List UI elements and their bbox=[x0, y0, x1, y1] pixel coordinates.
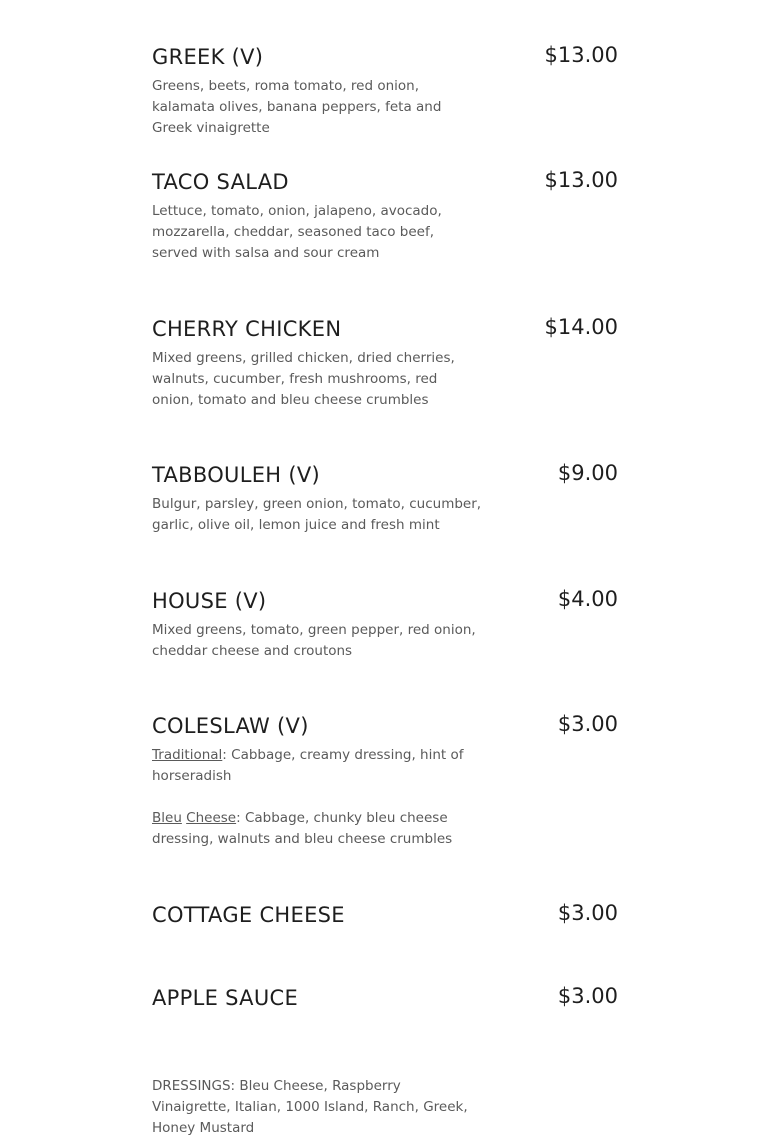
item-price: $3.00 bbox=[557, 901, 618, 925]
item-description: Mixed greens, tomato, green pepper, red onion, cheddar cheese and croutons bbox=[152, 622, 476, 659]
variant-text: Cabbage, chunky bleu cheese dressing, walnuts and bleu cheese crumbles bbox=[152, 810, 453, 847]
item-description: Mixed greens, grilled chicken, dried cherries, walnuts, cucumber, fresh mushrooms, red onion, tomato and bleu cheese crumbles bbox=[152, 350, 455, 408]
item-description: Greens, beets, roma tomato, red onion, kalamata olives, banana peppers, feta and Greek vinaigrette bbox=[152, 78, 442, 136]
item-name: HOUSE (V) bbox=[152, 589, 267, 613]
item-name: APPLE SAUCE bbox=[152, 986, 299, 1010]
item-name: CHERRY CHICKEN bbox=[152, 317, 342, 341]
item-name: TABBOULEH (V) bbox=[152, 463, 320, 487]
variant-separator: : bbox=[222, 747, 232, 763]
variant-separator: : bbox=[236, 810, 245, 826]
item-price: $13.00 bbox=[544, 168, 618, 192]
dressings-list: DRESSINGS: Bleu Cheese, Raspberry Vinaigrette, Italian, 1000 Island, Ranch, Greek, Honey Mustard bbox=[152, 1078, 468, 1136]
item-name: COTTAGE CHEESE bbox=[152, 903, 345, 927]
item-price: $3.00 bbox=[557, 984, 618, 1008]
item-price: $14.00 bbox=[544, 315, 618, 339]
item-description: Bulgur, parsley, green onion, tomato, cucumber, garlic, olive oil, lemon juice and fresh mint bbox=[152, 496, 482, 533]
item-description: Lettuce, tomato, onion, jalapeno, avocado, mozzarella, cheddar, seasoned taco beef, served with salsa and sour cream bbox=[152, 203, 442, 261]
variant-label: Bleu bbox=[152, 810, 182, 826]
item-price: $9.00 bbox=[557, 461, 618, 485]
item-name: COLESLAW (V) bbox=[152, 714, 309, 738]
item-name: GREEK (V) bbox=[152, 45, 264, 69]
item-description bbox=[152, 745, 482, 871]
item-price: $3.00 bbox=[557, 712, 618, 736]
coleslaw-bleu-cheese bbox=[152, 808, 482, 850]
variant-text: Cabbage, creamy dressing, hint of horseradish bbox=[152, 747, 464, 784]
variant-label: Cheese bbox=[186, 810, 237, 826]
cut-off-text bbox=[152, 1136, 252, 1142]
coleslaw-traditional bbox=[152, 745, 482, 787]
item-name: TACO SALAD bbox=[152, 170, 289, 194]
item-price: $13.00 bbox=[544, 43, 618, 67]
item-price: $4.00 bbox=[557, 587, 618, 611]
variant-label: Traditional bbox=[152, 747, 223, 763]
